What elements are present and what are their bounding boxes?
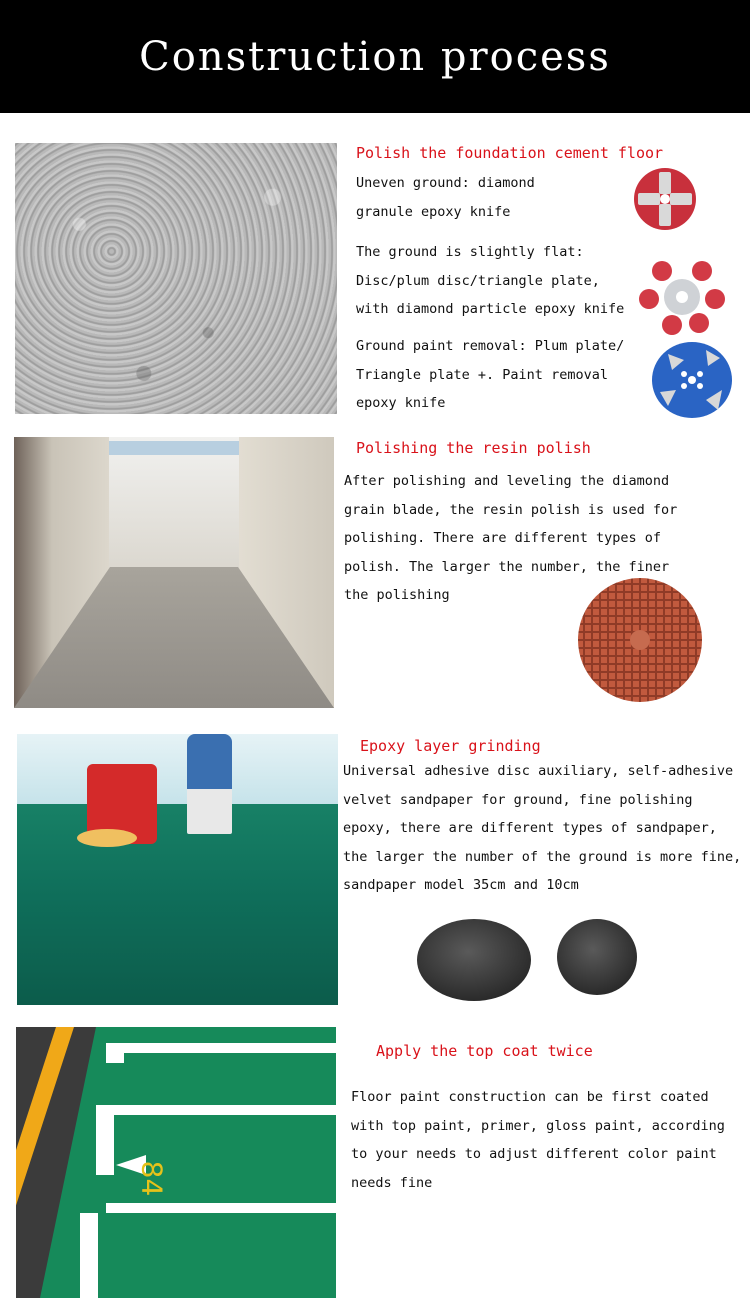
text-line: with diamond particle epoxy knife [356,301,625,317]
plum-disc-icon [637,257,727,337]
triangle-plate-icon [650,340,734,420]
room-floor-photo [14,437,334,708]
text-line: to your needs to adjust different color paint [351,1146,717,1162]
section-title-epoxy: Epoxy layer grinding [360,737,541,755]
text-line: epoxy, there are different types of sandpaper, [343,820,717,836]
text-line: Uneven ground: diamond [356,175,535,191]
text-line: needs fine [351,1174,433,1191]
resin-polish-pad-icon [576,576,704,704]
sandpaper-large-icon [416,918,536,1002]
epoxy-grinding-photo [17,734,338,1005]
text-line: Universal adhesive disc auxiliary, self-adhesive [343,763,734,779]
text-line: velvet sandpaper for ground, fine polishing [343,791,693,808]
text-line: the polishing [344,587,450,603]
cement-floor-photo [15,143,337,414]
section-title-resin: Polishing the resin polish [356,439,591,457]
section-title-cement: Polish the foundation cement floor [356,144,664,162]
text-line: polish. The larger the number, the finer [344,558,670,575]
text-line: Triangle plate +. Paint removal [356,366,608,383]
text-line: After polishing and leveling the diamond [344,473,670,489]
cement-paragraph-3 [356,332,646,418]
sandpaper-small-icon [556,918,638,996]
text-line: Disc/plum disc/triangle plate, [356,272,600,289]
page-title: Construction process [139,33,611,80]
text-line: The ground is slightly flat: [356,244,584,260]
text-line: grain blade, the resin polish is used for [344,501,678,518]
text-line: sandpaper model 35cm and 10cm [343,877,579,893]
text-line: polishing. There are different types of [344,530,661,546]
page-header [0,0,750,113]
diamond-epoxy-knife-icon [632,166,698,232]
epoxy-paragraph [343,757,748,900]
parking-floor-photo [16,1027,336,1298]
parking-space-number: 84 [135,1160,169,1197]
text-line: the larger the number of the ground is more fine, [343,848,742,865]
text-line: epoxy knife [356,395,446,411]
text-line: Floor paint construction can be first coated [351,1089,709,1105]
cement-paragraph-2 [356,238,646,324]
text-line: with top paint, primer, gloss paint, according [351,1117,725,1134]
cement-paragraph-1 [356,169,626,226]
text-line: Ground paint removal: Plum plate/ [356,338,625,354]
text-line: granule epoxy knife [356,203,511,220]
topcoat-paragraph [351,1083,746,1197]
section-title-topcoat: Apply the top coat twice [376,1042,593,1060]
